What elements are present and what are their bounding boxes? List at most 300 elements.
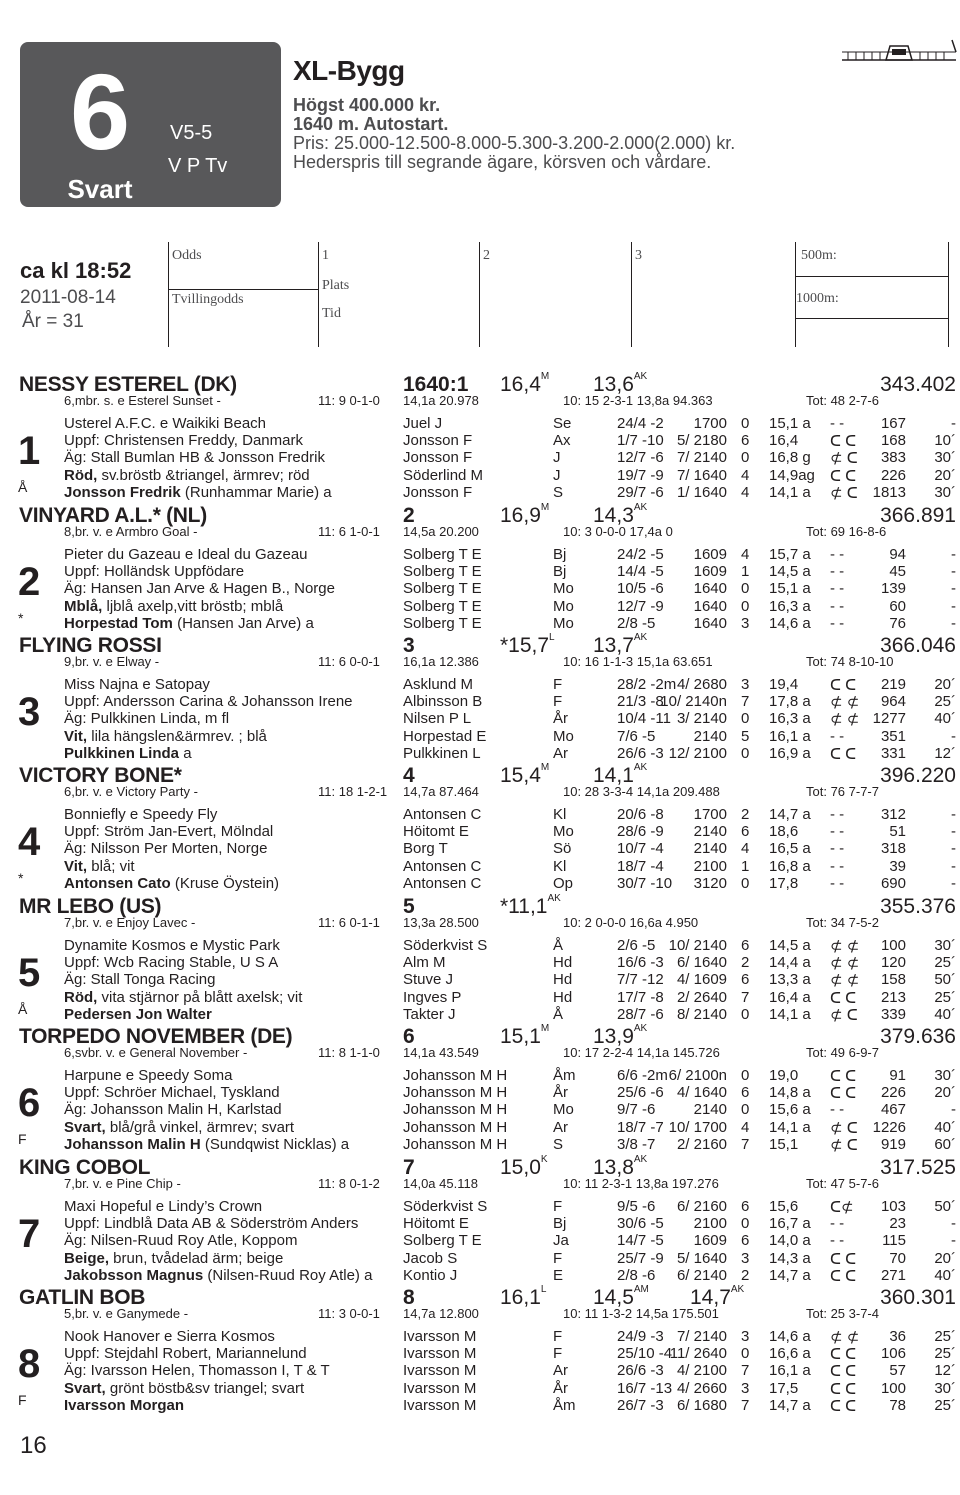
start-cell: 24/4 -2 (617, 415, 664, 432)
start-cell: 0 (741, 415, 750, 432)
record-total: Tot: 49 6-9-7 (806, 1045, 879, 1060)
horse-age-sex-sire: 7,br. v. e Pine Chip - (64, 1176, 181, 1191)
start-cell: Ja (553, 1232, 569, 1249)
best-time-2: $13,7^{AK}$ (593, 632, 648, 657)
start-cell: 6 (741, 971, 750, 988)
start-cell: 12´ (934, 1362, 956, 1379)
horse-detail-line: Svart, blå/grå vinkel, ärmrev; svart (64, 1119, 295, 1136)
start-cell: 690 (880, 875, 906, 892)
start-cell: Bj (553, 1215, 567, 1232)
horse-detail-line: Mblå, ljblå axelp,vitt bröstb; mblå (64, 598, 284, 615)
start-cell: 30´ (934, 1380, 956, 1397)
start-cell: 30´ (934, 484, 956, 501)
start-cell: 13,3 a (769, 971, 811, 988)
horse-detail-line: Johansson Malin H (Sundqwist Nicklas) a (64, 1136, 350, 1153)
race-title: XL-Bygg (293, 55, 405, 86)
start-cell: 10/ 2140n (660, 693, 727, 710)
start-cell: 14,1 a (769, 1006, 811, 1023)
start-cell: Mo (553, 580, 574, 597)
start-cell: 16,3 a (769, 598, 811, 615)
start-cell: 18/7 -4 (617, 858, 664, 875)
start-cell: 24/2 -5 (617, 546, 664, 563)
start-cell: 10/ 2140 (668, 937, 727, 954)
start-cell: F (553, 1198, 563, 1215)
post-position: 6 (403, 1025, 415, 1048)
start-cell: J (553, 449, 561, 466)
start-cell: 7 (741, 693, 750, 710)
start-cell: 168 (880, 432, 906, 449)
start-cell: 14,0 a (769, 1232, 811, 1249)
start-cell: - (951, 1232, 956, 1249)
start-cell: 2 (741, 954, 750, 971)
start-cell: 331 (880, 745, 906, 762)
start-cell: 2/8 -5 (617, 615, 656, 632)
start-cell: 14,7 a (769, 1267, 811, 1284)
start-cell: 12´ (934, 745, 956, 762)
start-cell: 14,3 a (769, 1250, 811, 1267)
horse-detail-line: Usterel A.F.C. e Waikiki Beach (64, 415, 267, 432)
record-2011: 11: 8 1-1-0 (318, 1045, 380, 1060)
start-cell: - - (830, 840, 845, 857)
start-cell: 4/ 1609 (676, 971, 727, 988)
shoe-marker: * (18, 610, 24, 626)
shoe-marker: * (18, 870, 24, 886)
best-time-1: $16,9^M$ (500, 502, 550, 527)
start-number: 2 (18, 560, 41, 604)
trotting-sulky-icon (840, 38, 958, 66)
start-cell: 16,4 a (769, 989, 811, 1006)
start-cell: 76 (889, 615, 906, 632)
start-cell: 2 (741, 1267, 750, 1284)
start-cell: 1 (741, 563, 750, 580)
start-cell: 15,6 a (769, 1101, 811, 1118)
start-cell: 16,6 a (769, 1345, 811, 1362)
race-year: År = 31 (22, 311, 84, 332)
start-cell: Mo (553, 615, 574, 632)
start-cell: 312 (880, 806, 906, 823)
start-cell: Op (553, 875, 574, 892)
start-cell: ᑕ ᑕ (830, 1085, 857, 1102)
start-number: 6 (18, 1081, 41, 1125)
record-2010: 10: 2 0-0-0 16,6a 4.950 (563, 915, 699, 930)
record-total: Tot: 76 7-7-7 (806, 784, 879, 799)
start-cell: 94 (889, 546, 906, 563)
post-position: 5 (403, 895, 415, 918)
start-cell: 103 (880, 1198, 906, 1215)
start-cell: 3 (741, 615, 750, 632)
horse-age-sex-sire: 6,mbr. s. e Esterel Sunset - (64, 393, 221, 408)
horse-age-sex-sire: 6,svbr. v. e General November - (64, 1045, 248, 1060)
start-cell: - (951, 580, 956, 597)
place-1-label: 1 (322, 248, 329, 263)
horse-detail-line: Miss Najna e Satopay (64, 676, 210, 693)
start-cell: S (553, 1136, 564, 1153)
start-cell: Solberg T E (403, 1232, 482, 1249)
start-cell: 3/ 2140 (676, 710, 727, 727)
start-cell: 30/7 -10 (617, 875, 673, 892)
start-cell: 1/7 -10 (617, 432, 664, 449)
best-time-1: $*11,1^{AK}$ (500, 893, 561, 918)
start-cell: 20´ (934, 467, 956, 484)
horse-detail-line: Uppf: Schröer Michael, Tyskland (64, 1084, 280, 1101)
start-cell: Antonsen C (403, 858, 482, 875)
start-cell: 14,8 a (769, 1084, 811, 1101)
start-cell: Bj (553, 546, 567, 563)
start-cell: 16,4 (769, 432, 799, 449)
start-cell: - (951, 415, 956, 432)
start-cell: Söderkvist S (403, 1198, 488, 1215)
start-cell: 0 (741, 1215, 750, 1232)
start-cell: Hd (553, 971, 573, 988)
tid-label: Tid (322, 306, 341, 321)
start-cell: Ivarsson M (403, 1380, 477, 1397)
record-2011-time-money: 13,3a 28.500 (403, 915, 479, 930)
start-cell: 6 (741, 937, 750, 954)
start-cell: 19,0 (769, 1067, 799, 1084)
start-number: 7 (18, 1212, 41, 1256)
start-cell: - - (830, 563, 845, 580)
start-cell: Solberg T E (403, 546, 482, 563)
start-cell: 5/ 1640 (676, 1250, 727, 1267)
start-cell: 6 (741, 1198, 750, 1215)
start-cell: Horpestad E (403, 728, 487, 745)
record-2011-time-money: 14,1a 20.978 (403, 393, 479, 408)
start-cell: Jonsson F (403, 449, 473, 466)
horse-detail-line: Jakobsson Magnus (Nilsen-Ruud Roy Atle) a (64, 1267, 373, 1284)
career-earnings: 343.402 (880, 373, 956, 396)
start-cell: - (951, 806, 956, 823)
horse-detail-line: Jonsson Fredrik (Runhammar Marie) a (64, 484, 332, 501)
start-cell: 10/7 -4 (617, 840, 664, 857)
record-2011-time-money: 16,1a 12.386 (403, 654, 479, 669)
horse-detail-line: Röd, sv.bröstb &triangel, ärmrev; röd (64, 467, 310, 484)
start-cell: 10/ 1700 (668, 1119, 727, 1136)
start-cell: 351 (880, 728, 906, 745)
start-cell: 0 (741, 875, 750, 892)
start-cell: 7 (741, 1397, 750, 1414)
start-cell: ᑕ ᑕ (830, 1268, 857, 1285)
horse-entry (0, 1286, 960, 1416)
start-cell: ᑕ ᑕ (830, 746, 857, 763)
start-cell: 16,5 a (769, 840, 811, 857)
start-cell: Asklund M (403, 676, 474, 693)
start-cell: 14,9ag (769, 467, 815, 484)
start-cell: 226 (880, 467, 906, 484)
start-cell: 20/6 -8 (617, 806, 664, 823)
horse-detail-line: Röd, vita stjärnor på blått axelsk; vit (64, 989, 303, 1006)
start-cell: Mo (553, 728, 574, 745)
race-games: V5-5 (170, 122, 213, 144)
horse-age-sex-sire: 7,br. v. e Enjoy Lavec - (64, 915, 196, 930)
start-cell: 2140 (693, 1101, 727, 1118)
start-cell: - (951, 875, 956, 892)
start-cell: 50´ (934, 971, 956, 988)
horse-detail-line: Horpestad Tom (Hansen Jan Arve) a (64, 615, 314, 632)
record-total: Tot: 69 16-8-6 (806, 524, 887, 539)
start-cell: 7 (741, 1136, 750, 1153)
start-cell: 19,4 (769, 676, 799, 693)
start-cell: - - (830, 806, 845, 823)
post-position: 3 (403, 634, 415, 657)
race-color: Svart (67, 174, 133, 204)
horse-detail-line: Äg: Hansen Jan Arve & Hagen B., Norge (64, 580, 335, 597)
start-cell: 14,6 a (769, 1328, 811, 1345)
start-cell: ᑕ ᑕ (830, 990, 857, 1007)
record-2011-time-money: 14,0a 45.118 (403, 1176, 478, 1191)
start-cell: 70 (889, 1250, 906, 1267)
best-time-2: $13,8^{AK}$ (593, 1154, 648, 1179)
start-cell: 25´ (934, 1397, 956, 1414)
start-cell: - (951, 1215, 956, 1232)
start-cell: 26/6 -3 (617, 745, 664, 762)
start-cell: 0 (741, 1101, 750, 1118)
start-cell: 2/ 2160 (676, 1136, 727, 1153)
shoe-marker: Å (18, 479, 28, 495)
start-cell: 219 (880, 676, 906, 693)
start-cell: - (951, 563, 956, 580)
start-cell: 78 (889, 1397, 906, 1414)
start-cell: 25´ (934, 989, 956, 1006)
start-cell: - - (830, 546, 845, 563)
start-cell: ⊄ ᑕ (830, 1007, 858, 1024)
start-cell: - - (830, 1101, 845, 1118)
start-cell: 28/2 -2m (617, 676, 677, 693)
start-cell: 2140 (693, 840, 727, 857)
start-cell: 4/ 2100 (676, 1362, 727, 1379)
start-cell: 6 (741, 1084, 750, 1101)
start-cell: 14,4 a (769, 954, 811, 971)
start-cell: 26/6 -3 (617, 1362, 664, 1379)
start-cell: - - (830, 580, 845, 597)
race-honor-prize: Hederspris till segrande ägare, körsven och vårdare. (293, 152, 712, 172)
start-cell: 4 (741, 840, 750, 857)
start-cell: Hd (553, 989, 573, 1006)
start-cell: Stuve J (403, 971, 454, 988)
horse-detail-line: Nook Hanover e Sierra Kosmos (64, 1328, 275, 1345)
horse-detail-line: Äg: Nilsen-Ruud Roy Atle, Koppom (64, 1232, 298, 1249)
start-cell: 6/ 1680 (676, 1397, 727, 1414)
start-cell: 40´ (934, 1267, 956, 1284)
horse-detail-line: Maxi Hopeful e Lindy’s Crown (64, 1198, 263, 1215)
start-cell: 16,3 a (769, 710, 811, 727)
start-cell: 20´ (934, 676, 956, 693)
start-cell: 106 (880, 1345, 906, 1362)
start-cell: - - (830, 1215, 845, 1232)
start-cell: Johansson M H (403, 1084, 508, 1101)
start-cell: Ingves P (403, 989, 462, 1006)
start-cell: 10/5 -6 (617, 580, 664, 597)
start-cell: Se (553, 415, 572, 432)
start-cell: 1226 (872, 1119, 906, 1136)
start-cell: Söderlind M (403, 467, 484, 484)
start-cell: 15,1 (769, 1136, 799, 1153)
start-cell: 14,6 a (769, 615, 811, 632)
start-cell: 5/ 2180 (676, 432, 727, 449)
horse-name: MR LEBO (US) (19, 895, 162, 918)
start-cell: 7/6 -5 (617, 728, 656, 745)
start-cell: ⊄ ᑕ (830, 485, 858, 502)
start-cell: - - (830, 823, 845, 840)
start-cell: 2/ 2640 (676, 989, 727, 1006)
horse-detail-line: Äg: Stall Bumlan HB & Jonsson Fredrik (64, 449, 325, 466)
start-cell: Alm M (403, 954, 446, 971)
start-number: 4 (18, 820, 41, 864)
start-cell: 467 (880, 1101, 906, 1118)
start-cell: 20´ (934, 1250, 956, 1267)
start-cell: 1/ 1640 (676, 484, 727, 501)
start-cell: 30/6 -5 (617, 1215, 664, 1232)
start-cell: 12/7 -6 (617, 449, 664, 466)
start-cell: ᑕ ᑕ (830, 1398, 857, 1415)
start-cell: 1 (741, 858, 750, 875)
start-cell: ⊄ ⊄ (830, 711, 860, 728)
post-position: 1640:1 (403, 373, 469, 396)
start-cell: Ar (553, 745, 568, 762)
start-cell: 1609 (693, 1232, 727, 1249)
start-cell: 6 (741, 432, 750, 449)
horse-detail-line: Äg: Stall Tonga Racing (64, 971, 216, 988)
horse-name: GATLIN BOB (19, 1286, 146, 1309)
start-cell: 21/3 -8 (617, 693, 664, 710)
start-cell: 4/ 1640 (676, 1084, 727, 1101)
start-cell: 28/7 -6 (617, 1006, 664, 1023)
record-2011-time-money: 14,1a 43.549 (403, 1045, 479, 1060)
start-cell: Jonsson F (403, 484, 473, 501)
start-cell: 15,6 (769, 1198, 799, 1215)
start-cell: - (951, 1101, 956, 1118)
best-time-2: $14,3^{AK}$ (593, 502, 648, 527)
start-cell: 2100 (693, 858, 727, 875)
horse-name: FLYING ROSSI (19, 634, 162, 657)
start-cell: 6/ 1640 (676, 954, 727, 971)
start-cell: - (951, 823, 956, 840)
start-cell: 0 (741, 1006, 750, 1023)
start-cell: 15,1 a (769, 415, 811, 432)
start-cell: - (951, 728, 956, 745)
start-cell: F (553, 1328, 563, 1345)
start-cell: 40´ (934, 1006, 956, 1023)
start-cell: 6/ 2100n (668, 1067, 727, 1084)
start-cell: Ivarsson M (403, 1397, 477, 1414)
best-time-2: $14,1^{AK}$ (593, 762, 648, 787)
start-cell: 14,5 a (769, 937, 811, 954)
start-cell: 3/8 -7 (617, 1136, 656, 1153)
horse-entry (0, 1156, 960, 1286)
start-cell: 16,8 a (769, 858, 811, 875)
horse-detail-line: Harpune e Speedy Soma (64, 1067, 233, 1084)
best-time-1: $15,0^K$ (500, 1154, 548, 1179)
start-cell: 7/7 -12 (617, 971, 664, 988)
record-2011: 11: 6 0-0-1 (318, 654, 380, 669)
start-cell: År (553, 1084, 568, 1101)
record-2011-time-money: 14,7a 87.464 (403, 784, 479, 799)
start-cell: 1609 (693, 546, 727, 563)
start-cell: - - (830, 728, 845, 745)
start-cell: F (553, 1250, 563, 1267)
start-cell: 158 (880, 971, 906, 988)
record-total: Tot: 74 8-10-10 (806, 654, 894, 669)
horse-entry (0, 504, 960, 634)
start-cell: 17,8 a (769, 693, 811, 710)
twin-odds-label: Tvillingodds (172, 292, 244, 307)
start-number: 5 (18, 951, 41, 995)
start-cell: ⊄ ᑕ (830, 1137, 858, 1154)
start-cell: 2 (741, 806, 750, 823)
record-2010: 10: 16 1-1-3 15,1a 63.651 (563, 654, 713, 669)
start-cell: 6 (741, 823, 750, 840)
horse-detail-line: Uppf: Lindblå Data AB & Söderström Anders (64, 1215, 359, 1232)
start-cell: 26/7 -3 (617, 1397, 664, 1414)
500m-label: 500m: (801, 248, 837, 263)
record-2010: 10: 28 3-3-4 14,1a 209.488 (563, 784, 720, 799)
horse-entry (0, 1025, 960, 1155)
start-cell: 91 (889, 1067, 906, 1084)
start-cell: 29/7 -6 (617, 484, 664, 501)
start-cell: 100 (880, 1380, 906, 1397)
start-cell: Å (553, 1006, 564, 1023)
start-cell: 30´ (934, 449, 956, 466)
start-cell: 4/ 2660 (676, 1380, 727, 1397)
horse-age-sex-sire: 5,br. v. e Ganymede - (64, 1306, 189, 1321)
start-cell: Åm (553, 1397, 576, 1414)
record-2010: 10: 3 0-0-0 17,4a 0 (563, 524, 673, 539)
start-cell: 7/ 2140 (676, 449, 727, 466)
horse-detail-line: Beige, brun, tvådelad ärm; beige (64, 1250, 284, 1267)
start-cell: 120 (880, 954, 906, 971)
start-cell: 1640 (693, 615, 727, 632)
record-2011: 11: 18 1-2-1 (318, 784, 388, 799)
start-cell: 3 (741, 1380, 750, 1397)
start-cell: 10´ (934, 432, 956, 449)
start-cell: 964 (880, 693, 906, 710)
start-time: ca kl 18:52 (20, 258, 132, 283)
record-2010: 10: 15 2-3-1 13,8a 94.363 (563, 393, 713, 408)
best-time-2: $13,9^{AK}$ (593, 1023, 648, 1048)
start-cell: 6/ 2140 (676, 1267, 727, 1284)
start-cell: 9/5 -6 (617, 1198, 656, 1215)
start-cell: 19/7 -9 (617, 467, 664, 484)
start-cell: 28/6 -9 (617, 823, 664, 840)
start-cell: 4 (741, 467, 750, 484)
horse-name: KING COBOL (19, 1156, 151, 1179)
start-cell: F (553, 693, 563, 710)
start-cell: 18/7 -7 (617, 1119, 664, 1136)
start-cell: F (553, 676, 563, 693)
start-cell: Johansson M H (403, 1101, 508, 1118)
start-cell: 271 (880, 1267, 906, 1284)
start-cell: - (951, 546, 956, 563)
start-cell: 36 (889, 1328, 906, 1345)
start-cell: 9/7 -6 (617, 1101, 656, 1118)
best-time-2: $13,6^{AK}$ (593, 371, 648, 396)
start-cell: - - (830, 615, 845, 632)
start-cell: 0 (741, 449, 750, 466)
record-2011: 11: 6 1-0-1 (318, 524, 380, 539)
start-cell: J (553, 467, 561, 484)
horse-name: VICTORY BONE* (19, 764, 182, 787)
start-cell: 14,7 a (769, 1397, 811, 1414)
horse-age-sex-sire: 8,br. v. e Armbro Goal - (64, 524, 198, 539)
start-cell: 167 (880, 415, 906, 432)
start-cell: ᑕ⊄ (830, 1199, 854, 1216)
start-cell: 25/6 -6 (617, 1084, 664, 1101)
horse-detail-line: Bonniefly e Speedy Fly (64, 806, 218, 823)
start-cell: Ivarsson M (403, 1362, 477, 1379)
start-cell: Antonsen C (403, 806, 482, 823)
start-cell: 6 (741, 1232, 750, 1249)
start-cell: ᑕ ᑕ (830, 1363, 857, 1380)
record-total: Tot: 34 7-5-2 (806, 915, 879, 930)
